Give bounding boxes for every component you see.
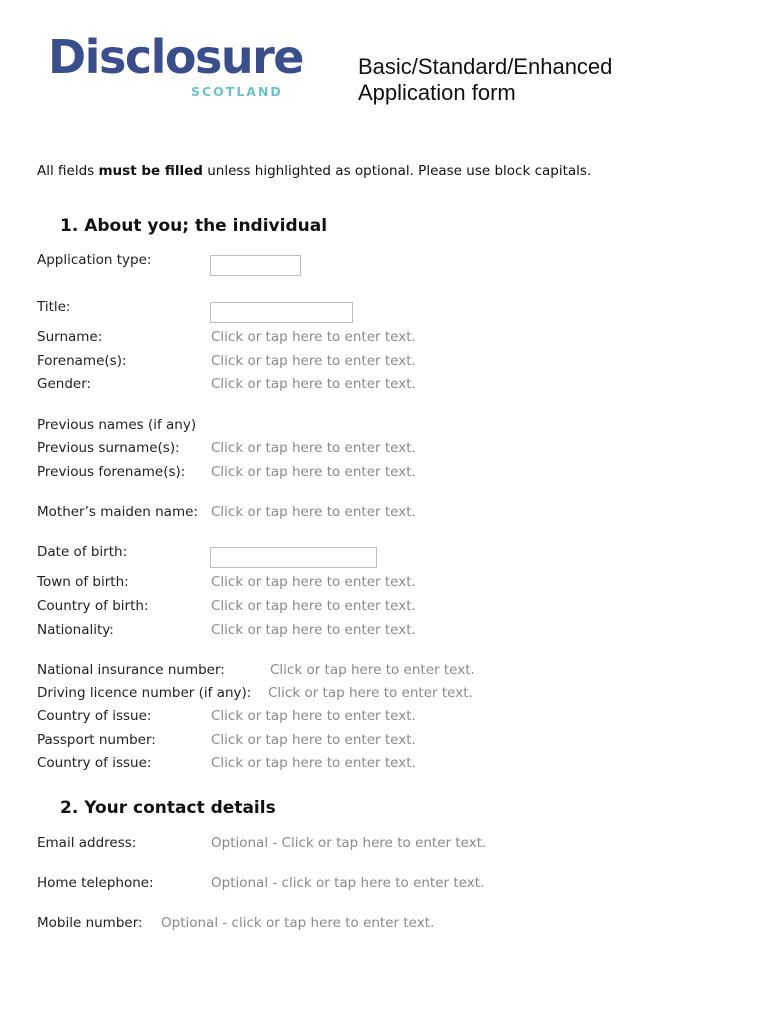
mobile-number-field[interactable]: Optional - click or tap here to enter text.	[161, 915, 435, 931]
country-of-issue-passport-field[interactable]: Click or tap here to enter text.	[211, 755, 416, 771]
driving-licence-field[interactable]: Click or tap here to enter text.	[268, 685, 473, 701]
logo-subtitle: SCOTLAND	[191, 84, 283, 99]
disclosure-logo	[48, 30, 303, 84]
town-of-birth-label: Town of birth:	[37, 574, 129, 590]
gender-field[interactable]: Click or tap here to enter text.	[211, 376, 416, 392]
previous-surnames-label: Previous surname(s):	[37, 440, 180, 456]
mothers-maiden-name-field[interactable]: Click or tap here to enter text.	[211, 504, 416, 520]
mobile-number-label: Mobile number:	[37, 915, 143, 931]
country-of-issue-licence-label: Country of issue:	[37, 708, 152, 724]
section-1-heading: 1. About you; the individual	[60, 216, 328, 236]
intro-suffix: unless highlighted as optional. Please use block capitals.	[202, 163, 592, 179]
previous-forenames-field[interactable]: Click or tap here to enter text.	[211, 464, 416, 480]
form-title-line2: Application form	[358, 80, 516, 105]
previous-forenames-label: Previous forename(s):	[37, 464, 186, 480]
intro-text	[37, 163, 591, 179]
title-label: Title:	[37, 299, 71, 315]
country-of-birth-label: Country of birth:	[37, 598, 149, 614]
email-label: Email address:	[37, 835, 137, 851]
mothers-maiden-name-label: Mother’s maiden name:	[37, 504, 198, 520]
driving-licence-label: Driving licence number (if any):	[37, 685, 252, 701]
nationality-label: Nationality:	[37, 622, 114, 638]
nationality-field[interactable]: Click or tap here to enter text.	[211, 622, 416, 638]
town-of-birth-field[interactable]: Click or tap here to enter text.	[211, 574, 416, 590]
passport-number-label: Passport number:	[37, 732, 156, 748]
country-of-birth-field[interactable]: Click or tap here to enter text.	[211, 598, 416, 614]
form-title	[358, 54, 612, 106]
logo-wordmark: Disclosure	[48, 30, 303, 84]
country-of-issue-passport-label: Country of issue:	[37, 755, 152, 771]
section-2-heading: 2. Your contact details	[60, 798, 276, 818]
title-dropdown[interactable]	[210, 302, 353, 323]
email-field[interactable]: Optional - Click or tap here to enter text.	[211, 835, 487, 851]
date-of-birth-label: Date of birth:	[37, 544, 128, 560]
date-of-birth-picker[interactable]	[210, 547, 377, 568]
surname-field[interactable]: Click or tap here to enter text.	[211, 329, 416, 345]
home-telephone-field[interactable]: Optional - click or tap here to enter text.	[211, 875, 485, 891]
forenames-field[interactable]: Click or tap here to enter text.	[211, 353, 416, 369]
national-insurance-label: National insurance number:	[37, 662, 225, 678]
application-type-dropdown[interactable]	[210, 255, 301, 276]
surname-label: Surname:	[37, 329, 103, 345]
passport-number-field[interactable]: Click or tap here to enter text.	[211, 732, 416, 748]
application-type-label: Application type:	[37, 252, 152, 268]
previous-surnames-field[interactable]: Click or tap here to enter text.	[211, 440, 416, 456]
intro-emphasis: must be filled	[98, 163, 203, 179]
forenames-label: Forename(s):	[37, 353, 127, 369]
home-telephone-label: Home telephone:	[37, 875, 154, 891]
country-of-issue-licence-field[interactable]: Click or tap here to enter text.	[211, 708, 416, 724]
national-insurance-field[interactable]: Click or tap here to enter text.	[270, 662, 475, 678]
previous-names-label: Previous names (if any)	[37, 417, 197, 433]
intro-prefix: All fields	[37, 163, 99, 179]
gender-label: Gender:	[37, 376, 92, 392]
form-title-line1: Basic/Standard/Enhanced	[358, 54, 613, 79]
